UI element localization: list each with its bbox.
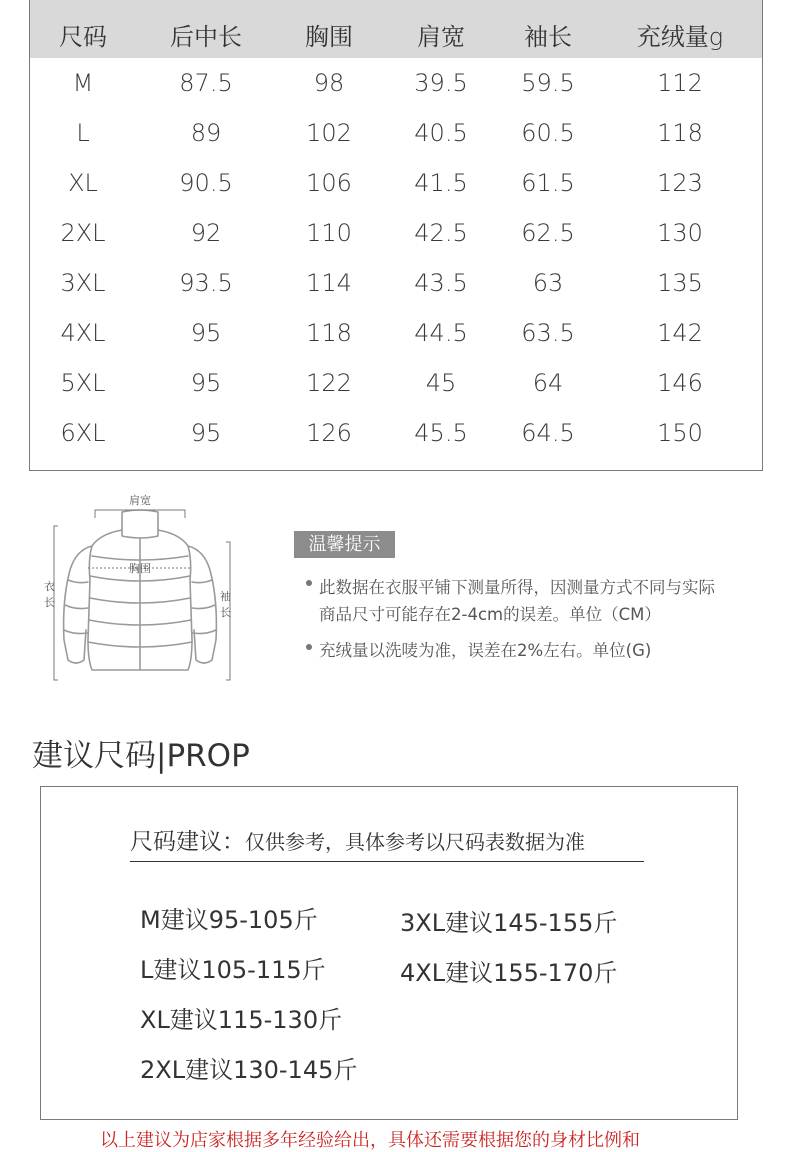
table-cell: 126 [306, 419, 352, 447]
tips-line-1: 此数据在衣服平铺下测量所得，因测量方式不同与实际 [319, 578, 715, 597]
diagram-label-shoulder: 肩宽 [129, 494, 151, 507]
table-header-cell: 胸围 [305, 23, 353, 51]
recommendation-title [130, 823, 585, 856]
diagram-label-length-2: 长 [44, 596, 55, 609]
table-cell: 6XL [60, 419, 106, 447]
diagram-label-length-1: 衣 [44, 580, 55, 593]
table-header-cell: 充绒量g [636, 23, 724, 51]
table-header-cell: 肩宽 [417, 23, 465, 51]
table-header-cell: 袖长 [524, 23, 572, 51]
table-cell: 64 [532, 369, 564, 397]
table-cell: 60.5 [521, 119, 575, 147]
diagram-label-sleeve-2: 长 [220, 606, 231, 619]
table-header [30, 0, 762, 58]
table-cell: L [76, 119, 90, 147]
table-cell: 45 [425, 369, 457, 397]
table-cell: 135 [657, 269, 703, 297]
diagram-label-sleeve-1: 袖 [220, 590, 231, 603]
table-cell: 90.5 [179, 169, 233, 197]
table-cell: 63 [532, 269, 564, 297]
table-cell: 123 [657, 169, 703, 197]
table-cell: 118 [657, 119, 703, 147]
table-header-cell: 尺码 [59, 23, 107, 51]
table-row [30, 269, 762, 319]
table-cell: 106 [306, 169, 352, 197]
recommendation-item: 4XL建议155-170斤 [400, 959, 618, 987]
recommendation-item: XL建议115-130斤 [140, 1006, 343, 1034]
table-cell: 64.5 [521, 419, 575, 447]
table-cell: 146 [657, 369, 703, 397]
table-header-cell: 后中长 [170, 23, 242, 51]
bullet-dot [306, 580, 312, 586]
table-cell: XL [68, 169, 98, 197]
table-cell: 95 [190, 319, 222, 347]
title-underline [130, 861, 644, 862]
table-cell: 130 [657, 219, 703, 247]
table-cell: 3XL [60, 269, 106, 297]
table-cell: 2XL [60, 219, 106, 247]
table-cell: 4XL [60, 319, 106, 347]
table-cell: 43.5 [414, 269, 468, 297]
recommendation-title-bold: 尺码建议： [130, 829, 245, 855]
table-cell: 110 [306, 219, 352, 247]
table-cell: 93.5 [179, 269, 233, 297]
table-cell: 45.5 [414, 419, 468, 447]
recommendation-item: 2XL建议130-145斤 [140, 1056, 358, 1084]
recommendation-item: M建议95-105斤 [140, 906, 318, 934]
footer-note: 以上建议为店家根据多年经验给出，具体还需要根据您的身材比例和 [100, 1130, 640, 1151]
table-cell: 87.5 [179, 69, 233, 97]
table-row [30, 119, 762, 169]
table-cell: 59.5 [521, 69, 575, 97]
table-cell: 42.5 [414, 219, 468, 247]
table-row [30, 219, 762, 269]
table-cell: 89 [190, 119, 222, 147]
table-cell: 150 [657, 419, 703, 447]
table-row [30, 319, 762, 369]
table-cell: 112 [657, 69, 703, 97]
table-cell: M [72, 69, 94, 97]
table-cell: 39.5 [414, 69, 468, 97]
table-row [30, 419, 762, 469]
tips-line-3: 充绒量以洗唛为准，误差在2%左右。单位(G) [319, 641, 652, 660]
recommendation-item: L建议105-115斤 [140, 956, 326, 984]
table-cell: 98 [313, 69, 345, 97]
tips-line-2: 商品尺寸可能存在2-4cm的误差。单位（CM） [319, 605, 661, 624]
table-cell: 142 [657, 319, 703, 347]
table-row [30, 69, 762, 119]
table-row [30, 169, 762, 219]
table-cell: 61.5 [521, 169, 575, 197]
table-cell: 62.5 [521, 219, 575, 247]
table-row [30, 369, 762, 419]
table-cell: 122 [306, 369, 352, 397]
recommendation-title-rest: 仅供参考，具体参考以尺码表数据为准 [245, 830, 585, 854]
table-cell: 44.5 [414, 319, 468, 347]
table-cell: 63.5 [521, 319, 575, 347]
table-cell: 102 [306, 119, 352, 147]
table-cell: 92 [190, 219, 222, 247]
table-cell: 41.5 [414, 169, 468, 197]
table-cell: 95 [190, 419, 222, 447]
table-cell: 95 [190, 369, 222, 397]
table-cell: 114 [306, 269, 352, 297]
size-table [29, 0, 763, 471]
recommendation-item: 3XL建议145-155斤 [400, 909, 618, 937]
table-cell: 118 [306, 319, 352, 347]
table-cell: 40.5 [414, 119, 468, 147]
bullet-dot [306, 644, 312, 650]
tips-title: 温馨提示 [294, 531, 395, 558]
jacket-measurement-diagram [40, 490, 240, 690]
table-cell: 5XL [60, 369, 106, 397]
recommendation-heading: 建议尺码|PROP [32, 738, 250, 774]
diagram-label-chest: 胸围 [129, 562, 151, 575]
